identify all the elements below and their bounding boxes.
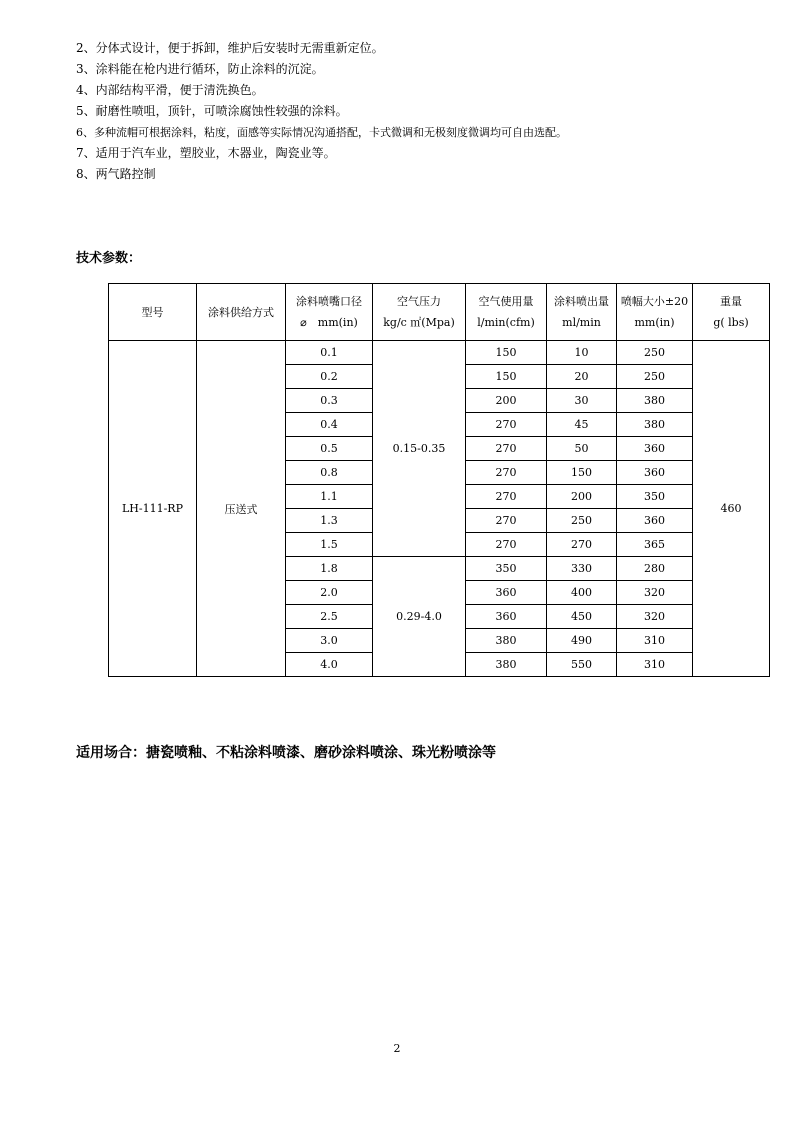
nozzle-cell: 4.0 bbox=[286, 653, 373, 677]
page-number: 2 bbox=[393, 1042, 401, 1055]
spray-width-cell: 360 bbox=[617, 437, 693, 461]
header-spray-width: 喷幅大小±20 mm(in) bbox=[617, 284, 693, 341]
table-body bbox=[109, 341, 770, 677]
feature-item: 3、涂料能在枪内进行循环，防止涂料的沉淀。 bbox=[76, 62, 324, 76]
output-cell: 150 bbox=[547, 461, 617, 485]
spec-table bbox=[108, 283, 770, 677]
air-usage-cell: 360 bbox=[466, 605, 547, 629]
spray-width-cell: 250 bbox=[617, 341, 693, 365]
nozzle-cell: 3.0 bbox=[286, 629, 373, 653]
output-cell: 200 bbox=[547, 485, 617, 509]
feature-item: 6、多种流帽可根据涂料，粘度，面感等实际情况沟通搭配，卡式微调和无极刻度微调均可自由选配。 bbox=[76, 126, 567, 139]
nozzle-cell: 0.8 bbox=[286, 461, 373, 485]
output-cell: 450 bbox=[547, 605, 617, 629]
feature-item: 7、适用于汽车业，塑胶业，木器业，陶瓷业等。 bbox=[76, 146, 336, 160]
spray-width-cell: 380 bbox=[617, 389, 693, 413]
air-usage-cell: 200 bbox=[466, 389, 547, 413]
header-model: 型号 bbox=[109, 284, 197, 341]
air-usage-cell: 150 bbox=[466, 341, 547, 365]
feature-item: 5、耐磨性喷咀，顶针，可喷涂腐蚀性较强的涂料。 bbox=[76, 104, 348, 118]
nozzle-cell: 0.3 bbox=[286, 389, 373, 413]
air-usage-cell: 360 bbox=[466, 581, 547, 605]
output-cell: 330 bbox=[547, 557, 617, 581]
header-weight: 重量 g( lbs) bbox=[693, 284, 770, 341]
spray-width-cell: 320 bbox=[617, 605, 693, 629]
feature-item: 4、内部结构平滑，便于清洗换色。 bbox=[76, 83, 264, 97]
output-cell: 400 bbox=[547, 581, 617, 605]
header-supply: 涂料供给方式 bbox=[197, 284, 286, 341]
spray-width-cell: 250 bbox=[617, 365, 693, 389]
weight-cell: 460 bbox=[693, 341, 770, 677]
air-usage-cell: 270 bbox=[466, 485, 547, 509]
output-cell: 50 bbox=[547, 437, 617, 461]
air-usage-cell: 380 bbox=[466, 629, 547, 653]
table-header-row bbox=[109, 284, 770, 341]
nozzle-cell: 1.5 bbox=[286, 533, 373, 557]
nozzle-cell: 2.0 bbox=[286, 581, 373, 605]
nozzle-cell: 2.5 bbox=[286, 605, 373, 629]
output-cell: 550 bbox=[547, 653, 617, 677]
spray-width-cell: 365 bbox=[617, 533, 693, 557]
spray-width-cell: 310 bbox=[617, 653, 693, 677]
table-row bbox=[109, 341, 770, 365]
spray-width-cell: 380 bbox=[617, 413, 693, 437]
air-usage-cell: 380 bbox=[466, 653, 547, 677]
pressure-cell: 0.29-4.0 bbox=[373, 557, 466, 677]
feature-item: 8、两气路控制 bbox=[76, 167, 156, 181]
spray-width-cell: 310 bbox=[617, 629, 693, 653]
spray-width-cell: 360 bbox=[617, 509, 693, 533]
output-cell: 45 bbox=[547, 413, 617, 437]
nozzle-cell: 1.8 bbox=[286, 557, 373, 581]
spray-width-cell: 360 bbox=[617, 461, 693, 485]
output-cell: 270 bbox=[547, 533, 617, 557]
feature-list bbox=[76, 38, 567, 185]
air-usage-cell: 150 bbox=[466, 365, 547, 389]
section-title: 技术参数： bbox=[76, 251, 142, 266]
output-cell: 10 bbox=[547, 341, 617, 365]
spray-width-cell: 320 bbox=[617, 581, 693, 605]
air-usage-cell: 270 bbox=[466, 437, 547, 461]
air-usage-cell: 270 bbox=[466, 413, 547, 437]
applications-note: 适用场合：搪瓷喷釉、不粘涂料喷漆、磨砂涂料喷涂、珠光粉喷涂等 bbox=[76, 745, 496, 761]
nozzle-cell: 1.1 bbox=[286, 485, 373, 509]
output-cell: 20 bbox=[547, 365, 617, 389]
nozzle-cell: 0.1 bbox=[286, 341, 373, 365]
model-cell: LH-111-RP bbox=[109, 341, 197, 677]
nozzle-cell: 0.5 bbox=[286, 437, 373, 461]
output-cell: 30 bbox=[547, 389, 617, 413]
spray-width-cell: 280 bbox=[617, 557, 693, 581]
air-usage-cell: 270 bbox=[466, 461, 547, 485]
header-air-usage: 空气使用量 l/min(cfm) bbox=[466, 284, 547, 341]
spray-width-cell: 350 bbox=[617, 485, 693, 509]
output-cell: 490 bbox=[547, 629, 617, 653]
header-nozzle: 涂料喷嘴口径 ⌀ mm(in) bbox=[286, 284, 373, 341]
nozzle-cell: 0.4 bbox=[286, 413, 373, 437]
air-usage-cell: 270 bbox=[466, 533, 547, 557]
feature-item: 2、分体式设计，便于拆卸，维护后安装时无需重新定位。 bbox=[76, 41, 384, 55]
pressure-cell: 0.15-0.35 bbox=[373, 341, 466, 557]
header-output: 涂料喷出量 ml/min bbox=[547, 284, 617, 341]
nozzle-cell: 1.3 bbox=[286, 509, 373, 533]
supply-cell: 压送式 bbox=[197, 341, 286, 677]
air-usage-cell: 270 bbox=[466, 509, 547, 533]
air-usage-cell: 350 bbox=[466, 557, 547, 581]
output-cell: 250 bbox=[547, 509, 617, 533]
header-pressure: 空气压力 kg/c ㎡(Mpa) bbox=[373, 284, 466, 341]
nozzle-cell: 0.2 bbox=[286, 365, 373, 389]
